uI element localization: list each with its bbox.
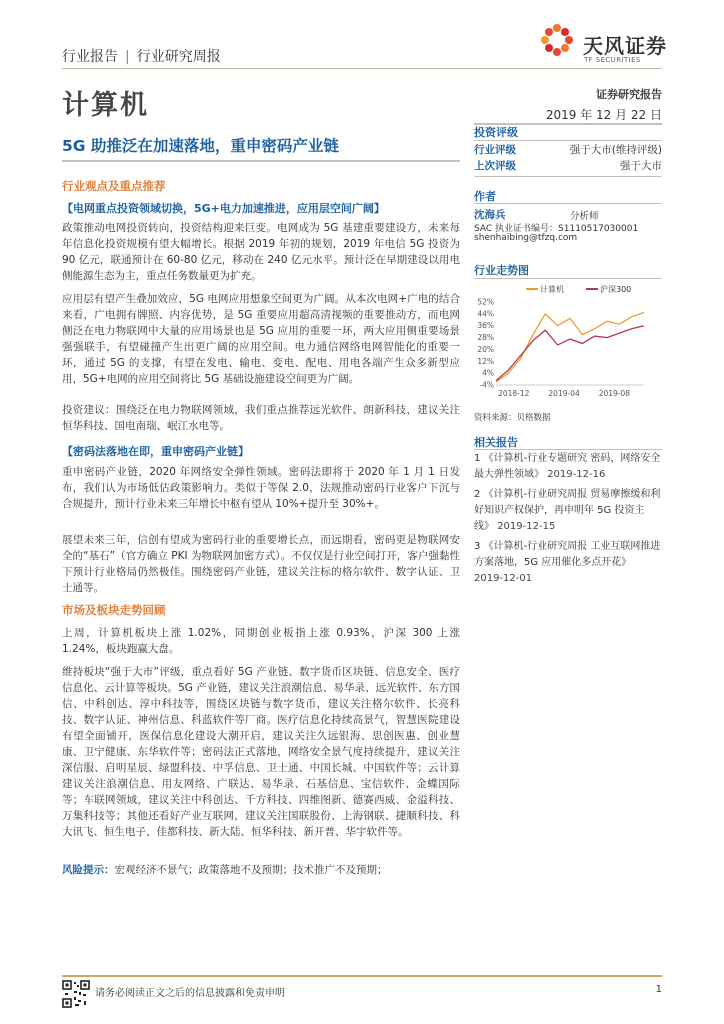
paragraph-5g-application: 应用层有望产生叠加效应，5G 电网应用想象空间更为广阔。从本次电网+广电的结合来看，广电拥有牌照、内容优势，是 5G 重要应用超高清视频的重要推动方，而电网侧泛在电力物联网中大量的应用场景也是 5G 应用的重要一环，两大应用侧重要场景强强联手，有望碰撞产生出更广阔的应用空间。电力通信网络电网智能化的重要一环，通过 5G 的支撑，有望在发电、输电、变电、配电、用电各端产生众多新型应用，5G+电网的应用空间将比 5G 基础设施建设空间更为广阔。 (62, 293, 460, 385)
paragraph-outlook: 展望未来三年，信创有望成为密码行业的重要增长点，而远期看，密码更是物联网安全的“基石”（官方确立 PKI 为物联网加密方式）。不仅仅是行业空间打开，客户强黏性下预计行业格局仍然极佳。围绕密码产业链，建议关注标的格尔软件、数字认证、卫士通等。 (62, 534, 460, 594)
related-report-item[interactable] (474, 487, 662, 535)
risk-text: 宏观经济不景气；政策落地不及预期；技术推广不及预期； (114, 864, 388, 876)
risk-label: 风险提示： (62, 864, 115, 876)
author-email: shenhaibing@tfzq.com (474, 233, 578, 243)
author-sac: SAC 执业证书编号：S1110517030001 (474, 224, 639, 234)
paragraph-weekly-performance: 上周，计算机板块上涨 1.02%，同期创业板指上涨 0.93%，沪深 300 上涨 1.24%，板块跑赢大盘。 (62, 627, 460, 655)
last-rating-label: 上次评级 (474, 160, 516, 172)
author-divider (474, 203, 662, 204)
section-head-market (62, 602, 460, 618)
x-tick-label: 2018-12 (498, 389, 530, 398)
page-number: 1 (655, 984, 662, 995)
x-axis-ticks (498, 389, 630, 398)
section-head-market-text: 市场及板块走势回顾 (62, 603, 166, 617)
paragraph-sector-picks: 维持板块“强于大市”评级，重点看好 5G 产业链、数字货币区块链、信息安全、医疗信息化、云计算等板块。5G 产业链，建议关注浪潮信息、易华录、远光软件、东方国信、中科创达、淳中科技等，围绕区块链与数字货币，建议关注格尔软件、长亮科技、数字认证、神州信息、科蓝软件等厂商。医疗信息化持续高景气，智慧医院建设有望全面铺开，医保信息化建设大潮开启，建议关注久远银海、思创医惠、创业慧康、卫宁健康、东华软件等；密码法正式落地，网络安全景气度持续提升，建议关注深信服、启明星辰、绿盟科技、中孚信息、卫士通、中国长城、中国软件等；云计算建议关注浪潮信息、用友网络、广联达、易华录、石基信息、宝信软件、金蝶国际等；车联网领域，建议关注中科创达、千方科技、四维图新、德赛西威、金溢科技、万集科技等；其他还看好产业互联网，建议关注国联股份、上海钢联、捷顺科技、科大讯飞、恒生电子、佳都科技、新大陆、恒华科技、新开普、华宇软件等。 (62, 666, 460, 838)
related-list (474, 451, 662, 587)
legend-label-hs300: 沪深300 (600, 285, 632, 294)
related-report-title: 2 《计算机-行业研究周报 贸易摩擦缓和利好知识产权保护，再申明年 5G 投资主线》 (474, 489, 661, 532)
subhead-grid: 【电网重点投资领域切换，5G+电力加速推进，应用层空间广阔】 (62, 202, 385, 215)
rating-divider (474, 140, 662, 141)
industry-rating-row (474, 142, 662, 157)
logo-text-cn: 天风证券 (583, 34, 667, 58)
risk-warning (62, 862, 460, 878)
footer-divider (62, 975, 662, 977)
last-rating-row (474, 158, 662, 173)
author-head: 作者 (474, 190, 496, 203)
logo-text-en: TF SECURITIES (584, 56, 641, 64)
subhead-crypto: 【密码法落地在即，重申密码产业链】 (62, 445, 249, 458)
trend-divider (474, 278, 662, 279)
title-divider (62, 160, 460, 162)
section-head-text: 行业观点及重点推荐 (62, 179, 166, 193)
related-report-item[interactable] (474, 539, 662, 587)
report-type: 证券研究报告 (596, 88, 662, 101)
header-divider (62, 68, 662, 69)
related-report-date: 2019-12-16 (547, 469, 606, 480)
industry-trend-chart (474, 280, 662, 400)
author-role: 分析师 (570, 211, 599, 222)
y-tick-label: 12% (477, 356, 494, 366)
series-line-hs300 (496, 326, 644, 381)
report-tags (62, 46, 221, 66)
industry-rating-value: 强于大市(维持评级) (569, 144, 662, 156)
tag-separator: | (125, 49, 130, 65)
related-report-title: 3 《计算机-行业研究周报 工业互联网推进方案落地，5G 应用催化多点开花》 (474, 541, 661, 568)
related-report-date: 2019-12-01 (474, 573, 533, 584)
y-tick-label: 20% (477, 344, 494, 354)
report-title: 5G 助推泛在加速落地，重申密码产业链 (62, 137, 339, 155)
trend-head: 行业走势图 (474, 264, 529, 277)
footer-disclaimer: 请务必阅读正文之后的信息披露和免责申明 (95, 988, 285, 999)
report-tag-weekly: 行业研究周报 (136, 49, 221, 65)
related-report-item[interactable] (474, 451, 662, 483)
related-report-date: 2019-12-15 (497, 521, 556, 532)
y-tick-label: 52% (477, 297, 494, 307)
paragraph-recommendation: 投资建议：围绕泛在电力物联网领域，我们重点推荐远光软件、朗新科技，建议关注恒华科技、国电南瑞、岷江水电等。 (62, 404, 460, 432)
y-tick-label: 28% (477, 333, 494, 343)
y-tick-label: 4% (482, 368, 494, 378)
sector-title: 计算机 (62, 90, 149, 121)
report-date: 2019 年 12 月 22 日 (545, 108, 662, 122)
chart-source: 资料来源：贝格数据 (474, 413, 551, 423)
logo-flower-icon (541, 24, 573, 56)
rating-head: 投资评级 (474, 126, 518, 139)
author-name: 沈海兵 (474, 209, 506, 221)
section-head-viewpoints (62, 178, 460, 194)
x-tick-label: 2019-08 (598, 389, 631, 398)
industry-rating-label: 行业评级 (474, 144, 516, 156)
y-axis-ticks (477, 298, 494, 390)
rating-bottom-divider (474, 176, 662, 177)
y-tick-label: -4% (479, 380, 494, 390)
chart-legend (526, 284, 631, 294)
paragraph-grid-investment: 政策推动电网投资转向，投资结构迎来巨变。电网成为 5G 基建重要建设方，未来每年信息化投资规模有望大幅增长。根据 2019 年初的规划，2019 年电信 5G 投资为 90 亿元，联通预计在 60-80 亿元，移动在 240 亿元水平。预计泛在早期建设以用电侧能源生态为主，重点任务数量更为扩充。 (62, 222, 460, 282)
paragraph-crypto-law: 重申密码产业链，2020 年网络安全弹性领域。密码法即将于 2020 年 1 月 1 日发布，我们认为市场低估政策影响力。类似于等保 2.0，法规推动密码行业客户下沉与合规提升，预计行业未来三年增长中枢有望从 10%+提升至 30%+。 (62, 466, 460, 510)
y-tick-label: 44% (477, 309, 494, 319)
y-tick-label: 36% (477, 321, 494, 331)
series-line-computer (496, 312, 644, 382)
related-report-title: 1 《计算机-行业专题研究 密码，网络安全最大弹性领域》 (474, 453, 661, 480)
report-tag-industry: 行业报告 (62, 49, 118, 65)
related-divider (474, 449, 662, 450)
x-tick-label: 2019-04 (548, 389, 580, 398)
related-head: 相关报告 (474, 436, 518, 449)
qr-code-icon (62, 980, 90, 1008)
last-rating-value: 强于大市 (620, 160, 662, 172)
legend-label-computer: 计算机 (540, 285, 564, 294)
